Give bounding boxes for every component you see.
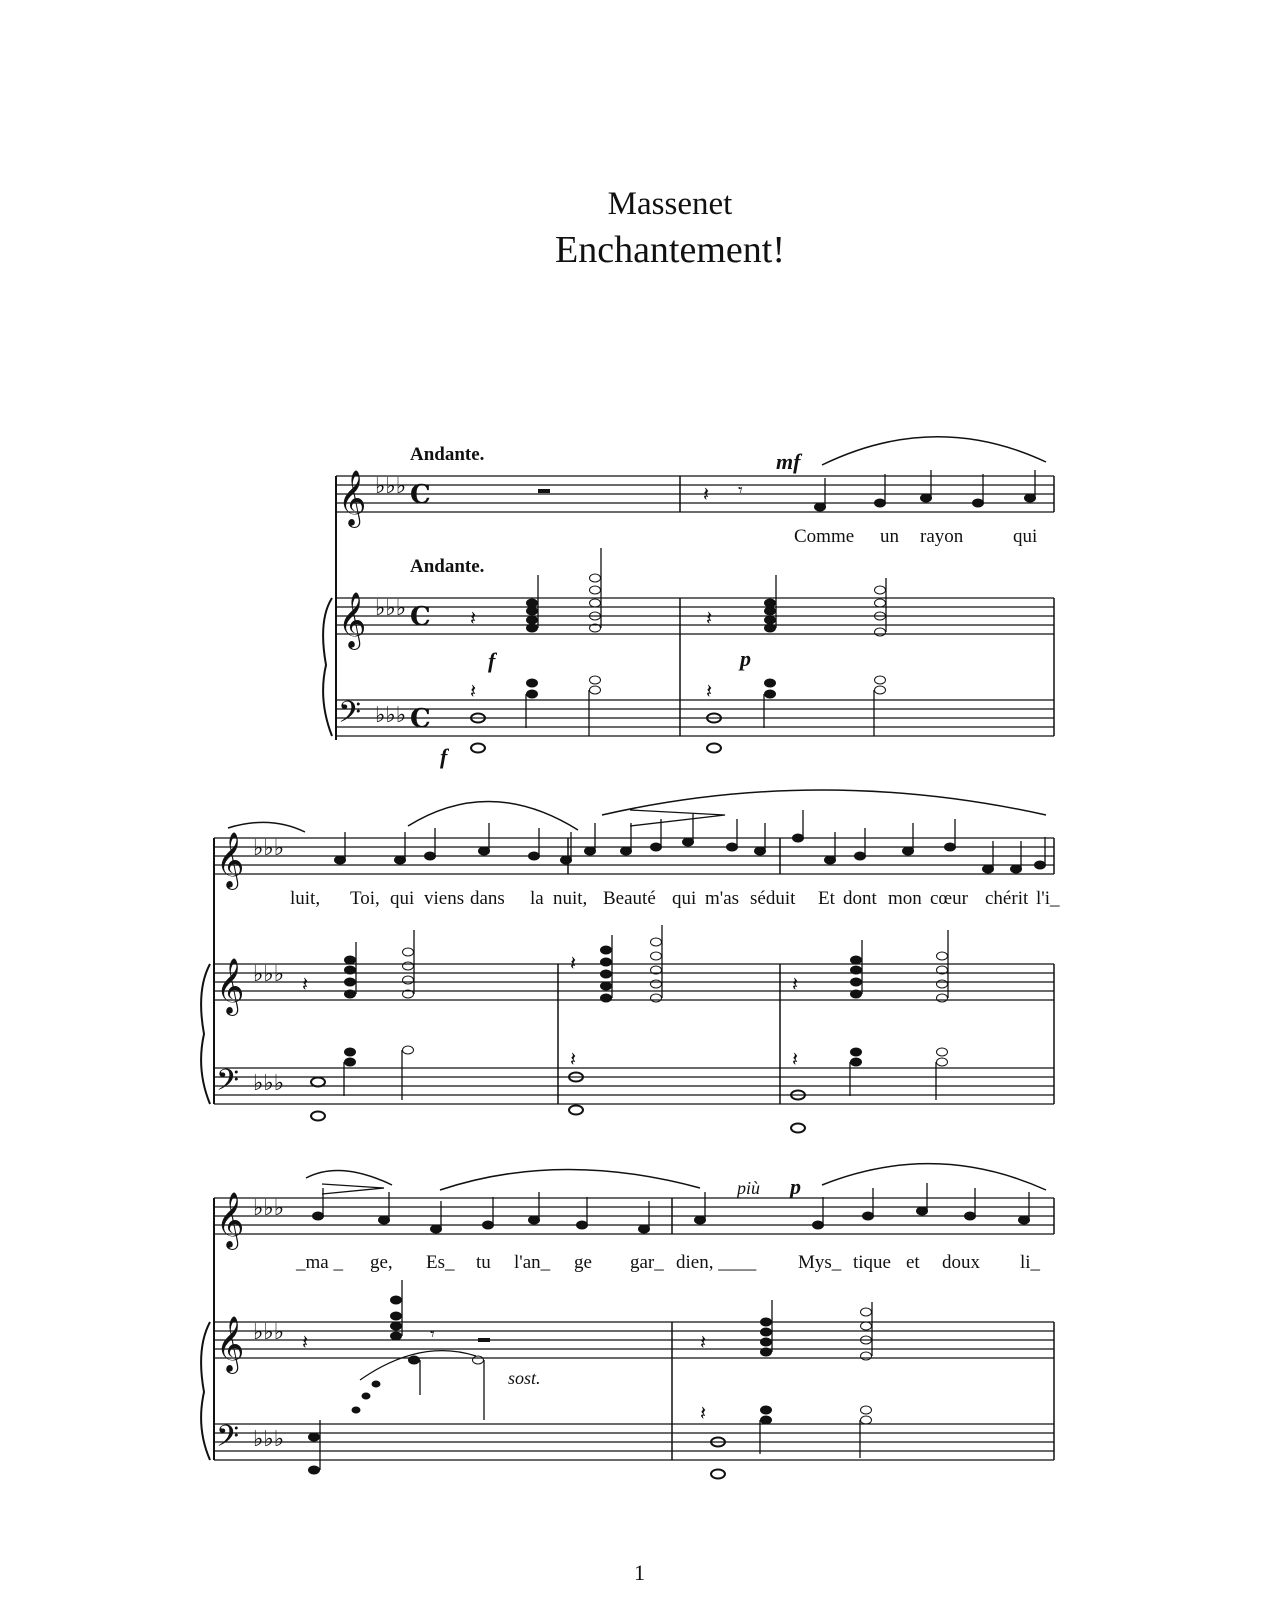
- svg-text:chérit: chérit: [985, 888, 1029, 909]
- svg-text:ge,: ge,: [370, 1252, 393, 1273]
- flat-icon: ♭♭♭: [253, 1196, 285, 1221]
- quarter-rest-icon: 𝄽: [570, 951, 577, 975]
- svg-text:nuit,: nuit,: [553, 888, 588, 909]
- svg-text:qui: qui: [672, 888, 697, 909]
- quarter-rest-icon: 𝄽: [706, 679, 713, 703]
- lyrics-2: [290, 888, 1060, 909]
- flat-icon: ♭♭♭: [253, 1071, 285, 1096]
- piano-bass-staff-3: [214, 1424, 1054, 1460]
- piano-chords-3: [391, 1280, 873, 1360]
- voice-staff-3: [214, 1198, 1054, 1234]
- bass-notes-1: [471, 676, 886, 753]
- svg-text:ge: ge: [574, 1252, 592, 1273]
- system-2: [201, 790, 1060, 1133]
- svg-text:la: la: [530, 888, 544, 909]
- svg-text:_ma _: _ma _: [296, 1252, 343, 1273]
- svg-text:cœur: cœur: [930, 888, 968, 909]
- piano-brace: [201, 964, 210, 1104]
- svg-text:dans: dans: [470, 888, 505, 909]
- piano-bass-staff-1: [336, 700, 1054, 736]
- svg-text:Comme: Comme: [794, 526, 855, 547]
- piano-treble-staff-3: [214, 1322, 1054, 1358]
- eighth-rest-icon: 𝄾: [430, 1324, 435, 1345]
- svg-text:qui: qui: [1013, 526, 1038, 547]
- bass-notes-3: [309, 1351, 872, 1479]
- svg-text:Beauté: Beauté: [603, 888, 656, 909]
- common-time-icon: C: [410, 480, 431, 510]
- svg-text:tique: tique: [853, 1252, 891, 1273]
- treble-clef-icon: 𝄞: [338, 470, 367, 526]
- svg-text:Toi,: Toi,: [350, 888, 380, 909]
- svg-text:rayon: rayon: [920, 526, 964, 547]
- svg-text:li_: li_: [1020, 1252, 1041, 1273]
- dynamic-f: f: [488, 648, 496, 673]
- phrase-slur: [822, 437, 1046, 465]
- tempo-marking-voice: Andante.: [410, 444, 485, 465]
- svg-text:dien, ____: dien, ____: [676, 1252, 757, 1273]
- treble-clef-icon: 𝄞: [338, 592, 367, 648]
- quarter-rest-icon: 𝄽: [302, 972, 309, 996]
- svg-text:l'i_: l'i_: [1036, 888, 1060, 909]
- svg-text:tu: tu: [476, 1252, 491, 1273]
- svg-text:gar_: gar_: [630, 1252, 664, 1273]
- quarter-rest-icon: 𝄽: [570, 1047, 577, 1071]
- svg-text:l'an_: l'an_: [514, 1252, 551, 1273]
- system-1: [323, 437, 1054, 769]
- svg-text:doux: doux: [942, 1252, 980, 1273]
- flat-icon: ♭♭♭: [253, 1427, 285, 1452]
- accent-hairpin: [322, 1184, 384, 1194]
- dynamic-p: p: [790, 1174, 801, 1199]
- sostenuto-marking: sost.: [508, 1368, 541, 1388]
- quarter-rest-icon: 𝄽: [792, 1047, 799, 1071]
- svg-text:séduit: séduit: [750, 888, 796, 909]
- common-time-icon: C: [410, 602, 431, 632]
- lyrics-1: [794, 526, 1037, 547]
- bass-clef-icon: 𝄢: [216, 1420, 240, 1461]
- dynamic-p: p: [740, 646, 751, 671]
- piece-title: Enchantement!: [554, 229, 785, 271]
- tempo-marking-piano: Andante.: [410, 556, 485, 577]
- treble-clef-icon: 𝄞: [216, 832, 245, 888]
- svg-text:qui: qui: [390, 888, 415, 909]
- voice-staff-1: [336, 476, 1054, 512]
- bass-clef-icon: 𝄢: [338, 696, 362, 737]
- quarter-rest-icon: 𝄽: [703, 482, 710, 506]
- dynamic-f-bass: f: [440, 744, 448, 769]
- flat-icon: ♭♭♭: [375, 703, 407, 728]
- piano-treble-staff-1: [336, 598, 1054, 634]
- quarter-rest-icon: 𝄽: [792, 972, 799, 996]
- svg-text:luit,: luit,: [290, 888, 321, 909]
- svg-text:dont: dont: [843, 888, 877, 909]
- treble-clef-icon: 𝄞: [216, 1192, 245, 1248]
- whole-rest-icon: [538, 489, 550, 493]
- eighth-rest-icon: 𝄾: [738, 480, 743, 501]
- dynamic-piu: più: [737, 1178, 761, 1198]
- piano-brace: [323, 598, 332, 736]
- quarter-rest-icon: 𝄽: [700, 1330, 707, 1354]
- flat-icon: ♭♭♭: [375, 596, 407, 621]
- flat-icon: ♭♭♭: [253, 836, 285, 861]
- svg-text:Et: Et: [818, 888, 835, 909]
- quarter-rest-icon: 𝄽: [302, 1330, 309, 1354]
- system-3: [201, 1164, 1054, 1479]
- treble-clef-icon: 𝄞: [216, 1316, 245, 1372]
- piano-treble-staff-2: [214, 964, 1054, 1000]
- flat-icon: ♭♭♭: [253, 1320, 285, 1345]
- bass-clef-icon: 𝄢: [216, 1064, 240, 1105]
- crescendo-hairpin: [630, 810, 725, 826]
- piano-brace: [201, 1322, 210, 1460]
- svg-text:Mys_: Mys_: [798, 1252, 842, 1273]
- common-time-icon: C: [410, 704, 431, 734]
- svg-text:m'as: m'as: [705, 888, 740, 909]
- svg-text:et: et: [906, 1252, 920, 1273]
- lyrics-3: [295, 1252, 1041, 1273]
- composer-name: Massenet: [607, 186, 733, 222]
- svg-text:Es_: Es_: [426, 1252, 455, 1273]
- dynamic-mf: mf: [776, 449, 801, 474]
- flat-icon: ♭♭♭: [253, 962, 285, 987]
- flat-icon: ♭♭♭: [375, 474, 407, 499]
- svg-text:un: un: [880, 526, 899, 547]
- svg-text:viens: viens: [424, 888, 465, 909]
- half-rest-icon: [478, 1338, 490, 1342]
- quarter-rest-icon: 𝄽: [706, 606, 713, 630]
- quarter-rest-icon: 𝄽: [470, 606, 477, 630]
- piano-bass-staff-2: [214, 1068, 1054, 1104]
- quarter-rest-icon: 𝄽: [700, 1401, 707, 1425]
- svg-text:mon: mon: [888, 888, 922, 909]
- page-number: 1: [634, 1560, 645, 1585]
- treble-clef-icon: 𝄞: [216, 958, 245, 1014]
- quarter-rest-icon: 𝄽: [470, 679, 477, 703]
- bass-notes-2: [311, 1046, 948, 1133]
